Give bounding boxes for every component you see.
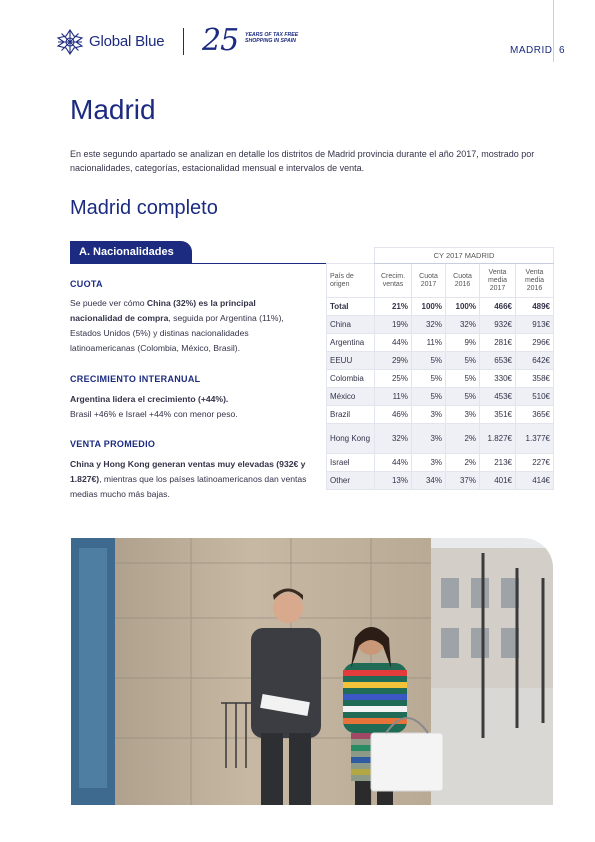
global-blue-logo-icon <box>56 28 84 56</box>
value-cell: 32% <box>446 316 480 334</box>
value-cell: 19% <box>375 316 412 334</box>
value-cell: 213€ <box>480 454 516 472</box>
section-title: Madrid completo <box>70 197 218 219</box>
avg-sale-heading: VENTA PROMEDIO <box>70 439 156 449</box>
table-row <box>327 352 554 370</box>
value-cell: 11% <box>375 388 412 406</box>
value-cell: 5% <box>446 388 480 406</box>
value-cell: 489€ <box>516 298 554 316</box>
section-tab: A. Nacionalidades <box>70 241 192 263</box>
col-header: Venta media 2016 <box>516 264 554 298</box>
growth-paragraph: Argentina lidera el crecimiento (+44%). Brasil +46% e Israel +44% con menor peso. <box>70 394 238 419</box>
growth-heading: CRECIMIENTO INTERANUAL <box>70 374 201 384</box>
value-cell: 29% <box>375 352 412 370</box>
value-cell: 2% <box>446 454 480 472</box>
value-cell: 21% <box>375 298 412 316</box>
country-cell: Other <box>327 472 375 490</box>
value-cell: 3% <box>412 406 446 424</box>
value-cell: 13% <box>375 472 412 490</box>
country-cell: China <box>327 316 375 334</box>
value-cell: 414€ <box>516 472 554 490</box>
table-row <box>327 424 554 454</box>
value-cell: 5% <box>412 388 446 406</box>
value-cell: 358€ <box>516 370 554 388</box>
avg-sale-paragraph: China y Hong Kong generan ventas muy elevadas (932€ y 1.827€), mientras que los países latinoamericanos dan ventas medias mucho más bajas. <box>70 459 307 499</box>
value-cell: 34% <box>412 472 446 490</box>
page-divider <box>553 0 554 62</box>
col-header: Cuota 2017 <box>412 264 446 298</box>
country-cell: Israel <box>327 454 375 472</box>
country-cell: Colombia <box>327 370 375 388</box>
brand-name: Global Blue <box>89 33 165 50</box>
value-cell: 25% <box>375 370 412 388</box>
value-cell: 330€ <box>480 370 516 388</box>
country-cell: México <box>327 388 375 406</box>
nationalities-table <box>326 247 554 490</box>
value-cell: 642€ <box>516 352 554 370</box>
value-cell: 5% <box>446 370 480 388</box>
table-row <box>327 370 554 388</box>
value-cell: 365€ <box>516 406 554 424</box>
value-cell: 11% <box>412 334 446 352</box>
table-row <box>327 406 554 424</box>
value-cell: 5% <box>446 352 480 370</box>
value-cell: 9% <box>446 334 480 352</box>
street-photo <box>71 538 553 805</box>
value-cell: 281€ <box>480 334 516 352</box>
value-cell: 32% <box>412 316 446 334</box>
page-title: Madrid <box>70 94 156 125</box>
anniversary-number: 25 <box>202 23 239 58</box>
anniversary-text: YEARS OF TAX FREE SHOPPING IN SPAIN <box>245 32 299 45</box>
value-cell: 5% <box>412 352 446 370</box>
country-cell: Brazil <box>327 406 375 424</box>
value-cell: 44% <box>375 454 412 472</box>
table-row <box>327 472 554 490</box>
value-cell: 227€ <box>516 454 554 472</box>
value-cell: 1.827€ <box>480 424 516 454</box>
country-cell: EEUU <box>327 352 375 370</box>
table-row <box>327 388 554 406</box>
value-cell: 44% <box>375 334 412 352</box>
table-row <box>327 454 554 472</box>
col-header: País de origen <box>327 264 375 298</box>
country-cell: Total <box>327 298 375 316</box>
country-cell: Hong Kong <box>327 424 375 454</box>
value-cell: 46% <box>375 406 412 424</box>
value-cell: 466€ <box>480 298 516 316</box>
col-header: Crecim. ventas <box>375 264 412 298</box>
value-cell: 100% <box>446 298 480 316</box>
value-cell: 3% <box>446 406 480 424</box>
cuota-heading: CUOTA <box>70 279 103 289</box>
col-header: Cuota 2016 <box>446 264 480 298</box>
value-cell: 932€ <box>480 316 516 334</box>
table-row-total <box>327 298 554 316</box>
table-row <box>327 316 554 334</box>
value-cell: 100% <box>412 298 446 316</box>
page-location: MADRID <box>510 45 553 56</box>
header-separator <box>183 28 184 55</box>
value-cell: 3% <box>412 454 446 472</box>
value-cell: 5% <box>412 370 446 388</box>
col-header: Venta media 2017 <box>480 264 516 298</box>
value-cell: 510€ <box>516 388 554 406</box>
value-cell: 296€ <box>516 334 554 352</box>
page-number: 6 <box>559 45 565 56</box>
cuota-paragraph: Se puede ver cómo China (32%) es la principal nacionalidad de compra, seguida por Argentina (11%), Estados Unidos (5%) y distinas nacionalidades latinoamericanas (Colombia, México, Brasil). <box>70 298 284 353</box>
table-group-header: CY 2017 MADRID <box>375 248 554 264</box>
value-cell: 37% <box>446 472 480 490</box>
value-cell: 2% <box>446 424 480 454</box>
table-row <box>327 334 554 352</box>
intro-paragraph: En este segundo apartado se analizan en detalle los distritos de Madrid provincia durante el año 2017, mostrado por nacionalidades, categorías, estacionalidad mensual e intervalos de venta. <box>70 149 535 173</box>
value-cell: 351€ <box>480 406 516 424</box>
value-cell: 401€ <box>480 472 516 490</box>
value-cell: 653€ <box>480 352 516 370</box>
value-cell: 1.377€ <box>516 424 554 454</box>
value-cell: 453€ <box>480 388 516 406</box>
value-cell: 3% <box>412 424 446 454</box>
value-cell: 32% <box>375 424 412 454</box>
value-cell: 913€ <box>516 316 554 334</box>
country-cell: Argentina <box>327 334 375 352</box>
